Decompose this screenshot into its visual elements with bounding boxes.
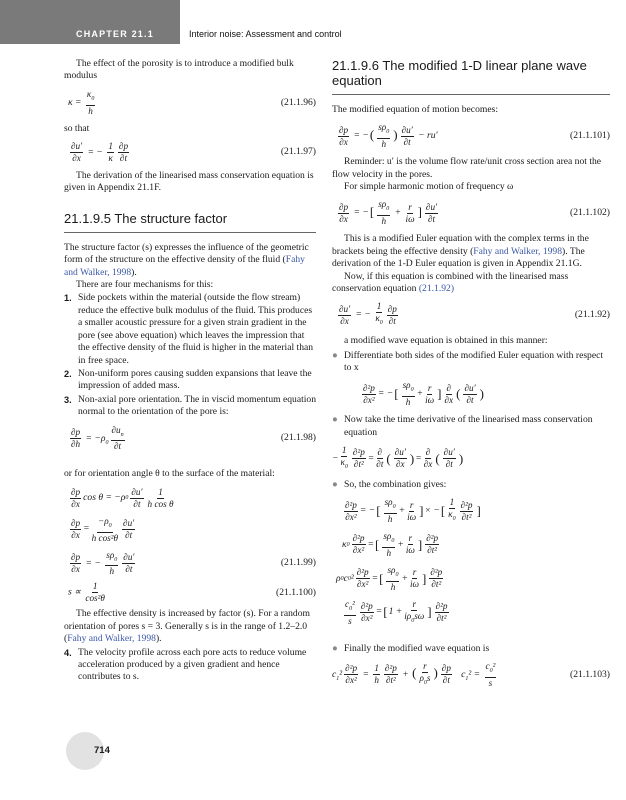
equation-line: $\frac{c_0^2}{s}$ $\frac{\text{∂²p}}{\text{∂x²}}$ = [ 1 + $\frac{r}{i\rho_0s\omega}$ ] $\frac{\text{∂²p}}{\text{∂t²}}$: [345, 598, 448, 626]
running-title: Interior noise: Assessment and control: [189, 29, 342, 39]
paragraph: so that: [64, 122, 90, 134]
list-item: 1. Side pockets within the material (outside the flow stream) reduce the effective bulk modulus of the fluid. This produces a smaller acoustic pressure for a given strain gradient in the pore (see above equation) which leaves the impression that the effective density of the fluid is higher in the material than in free space.: [64, 292, 314, 366]
section-heading: 21.1.9.6 The modified 1-D linear plane wave equation: [332, 58, 587, 88]
citation-link[interactable]: Fahy and Walker, 1998: [64, 254, 305, 278]
paragraph: a modified wave equation is obtained in this manner:: [344, 335, 548, 347]
equation-21-1-102: $\frac{\partial p}{\partial x}$ = −[ $\frac{s\rho_0}{h}$ + $\frac{r}{i\omega}$ ] $\frac{\partial u'}{\partial t}$ (21.1.102): [339, 199, 610, 227]
paragraph: Now, if this equation is combined with the linearised mass conservation equation (21.1.92): [332, 270, 569, 294]
equation-21-1-100: s ∝ $\frac{1}{\text{cos²θ}}$ (21.1.100): [68, 581, 316, 604]
equation-line: $\frac{\text{∂²p}}{\text{∂x²}}$ = − [ $\frac{s\rho_0}{h}$ + $\frac{r}{i\omega}$ ] $\frac{\partial}{\partial x}$ ( $\frac{\partial u'}{\partial t}$ ): [363, 380, 484, 408]
paragraph: This is a modified Euler equation with the complex terms in the brackets being the effective density (Fahy and Walker, 1998). The derivation of the 1-D Euler equation is given in Appendix 21.1G.: [332, 233, 589, 270]
paragraph: or for orientation angle θ to the surface of the material:: [64, 468, 275, 480]
equation-link[interactable]: (21.1.92): [418, 282, 455, 294]
bullet-icon: ●: [332, 642, 338, 654]
bullet-item: ● Finally the modified wave equation is: [332, 642, 490, 654]
equation-21-1-96: κ = $\frac{\kappa_0}{h}$ (21.1.96): [68, 88, 316, 116]
paragraph: The modified equation of motion becomes:: [332, 104, 498, 115]
page-number: 714: [94, 745, 110, 756]
equation-line: $\frac{\text{∂²p}}{\text{∂x²}}$ = − [ $\frac{s\rho_0}{h}$ + $\frac{r}{i\omega}$ ] × − [ $\frac{1}{\kappa_0}$ $\frac{\text{∂²p}}{\text{∂t²}}$ ]: [345, 497, 481, 525]
paragraph: Reminder: u′ is the volume flow rate/unit cross section area not the flow velocity in the pores.: [332, 156, 602, 180]
list-item: 2. Non-uniform pores causing sudden expansions that leave the impression of added mass.: [64, 367, 312, 392]
equation-line: ρ 0 c 0 ² $\frac{\text{∂²p}}{\text{∂x²}}$ = [ $\frac{s\rho_0}{h}$ + $\frac{r}{i\omega}$ ] $\frac{\text{∂²p}}{\text{∂t²}}$: [336, 564, 443, 592]
section-heading: 21.1.9.5 The structure factor: [64, 210, 228, 226]
chapter-label: CHAPTER 21.1: [76, 29, 154, 39]
equation-line: $\frac{\partial p}{\partial x}$ = $\frac{-\rho_0}{\text{h cos²θ}}$ $\frac{\partial u'}{\partial t}$: [71, 515, 135, 543]
right-column: [332, 58, 610, 695]
paragraph: The derivation of the linearised mass conservation equation is given in Appendix 21.1F.: [64, 170, 314, 194]
page-header: [0, 0, 626, 44]
citation-link[interactable]: Fahy and Walker, 1998: [67, 633, 156, 645]
citation-link[interactable]: Fahy and Walker, 1998: [473, 245, 563, 257]
list-item: 3. Non-axial pore orientation. The in viscid momentum equation normal to the orientation of the pore is:: [64, 393, 317, 418]
bullet-icon: ●: [332, 414, 338, 426]
bullet-icon: ●: [332, 349, 338, 361]
equation-21-1-97: $\frac{\partial u'}{\partial x}$ = − $\frac{1}{\kappa}$ $\frac{\partial p}{\partial t}$ (21.1.97): [71, 141, 316, 164]
paragraph: The effective density is increased by factor (s). For a random orientation of pores s = 3. Generally s is in the range of 1.2–2.0 (Fahy and Walker, 1998).: [64, 608, 310, 645]
left-column: [64, 58, 316, 685]
equation-21-1-101: $\frac{\partial p}{\partial x}$ = −( $\frac{s\rho_0}{h}$ ) $\frac{\partial u'}{\partial t}$ − ru′ (21.1.101): [339, 122, 610, 150]
equation-21-1-99: $\frac{\partial p}{\partial x}$ = − $\frac{s\rho_0}{h}$ $\frac{\partial u'}{\partial t}$ (21.1.99): [71, 549, 316, 577]
bullet-item: ● So, the combination gives:: [332, 478, 447, 490]
equation-line: $\frac{\partial p}{\partial x}$ cos θ = −ρ 0 $\frac{\partial u'}{\partial t}$ $\frac{1}{\text{h cos θ}}$: [71, 486, 174, 509]
paragraph: There are four mechanisms for this:: [76, 279, 214, 291]
equation-21-1-92: $\frac{\partial u'}{\partial x}$ = − $\frac{1}{\kappa_0}$ $\frac{\partial p}{\partial t}$ (21.1.92): [339, 301, 610, 327]
paragraph: The effect of the porosity is to introduce a modified bulk modulus: [64, 58, 294, 82]
heading-rule: [332, 94, 610, 95]
bullet-item: ● Differentiate both sides of the modified Euler equation with respect to x: [332, 349, 604, 373]
list-item: 4. The velocity profile across each pore acts to reduce volume acceleration produced by a given gradient and hence contributes to s.: [64, 646, 307, 683]
equation-line: − $\frac{1}{\kappa_0}$ $\frac{\text{∂²p}}{\text{∂t²}}$ = $\frac{\partial}{\partial t}$ ( $\frac{\partial u'}{\partial x}$ ) = $\frac{\partial}{\partial x}$ ( $\frac{\partial u'}{\partial t}$ ): [332, 445, 464, 470]
equation-line: κ 0 $\frac{\text{∂²p}}{\text{∂x²}}$ = [ $\frac{s\rho_0}{h}$ + $\frac{r}{i\omega}$ ] $\frac{\text{∂²p}}{\text{∂t²}}$: [342, 531, 439, 558]
bullet-item: ● Now take the time derivative of the linearised mass conservation equation: [332, 414, 593, 438]
bullet-icon: ●: [332, 478, 338, 490]
heading-rule: [64, 232, 316, 233]
paragraph: The structure factor (s) expresses the influence of the geometric form of the structure on the effective density of the fluid (Fahy and Walker, 1998).: [64, 241, 309, 278]
equation-21-1-103: $c_1^2$ $\frac{\text{∂²p}}{\text{∂x²}}$ = $\frac{1}{h}$ $\frac{\text{∂²p}}{\text{∂t²}}$ + ( $\frac{r}{\rho_0s}$ ) $\frac{\partial p}{\partial t}$ $c_1^2$ = $\frac{c_0^2}{s}$ (21.1.103): [332, 660, 610, 688]
equation-21-1-98: $\frac{\partial p}{\partial h}$ = $-\rho_0$ $\frac{\partial u_n}{\partial t}$ (21.1.98): [71, 424, 316, 452]
paragraph: For simple harmonic motion of frequency ω: [344, 181, 514, 193]
